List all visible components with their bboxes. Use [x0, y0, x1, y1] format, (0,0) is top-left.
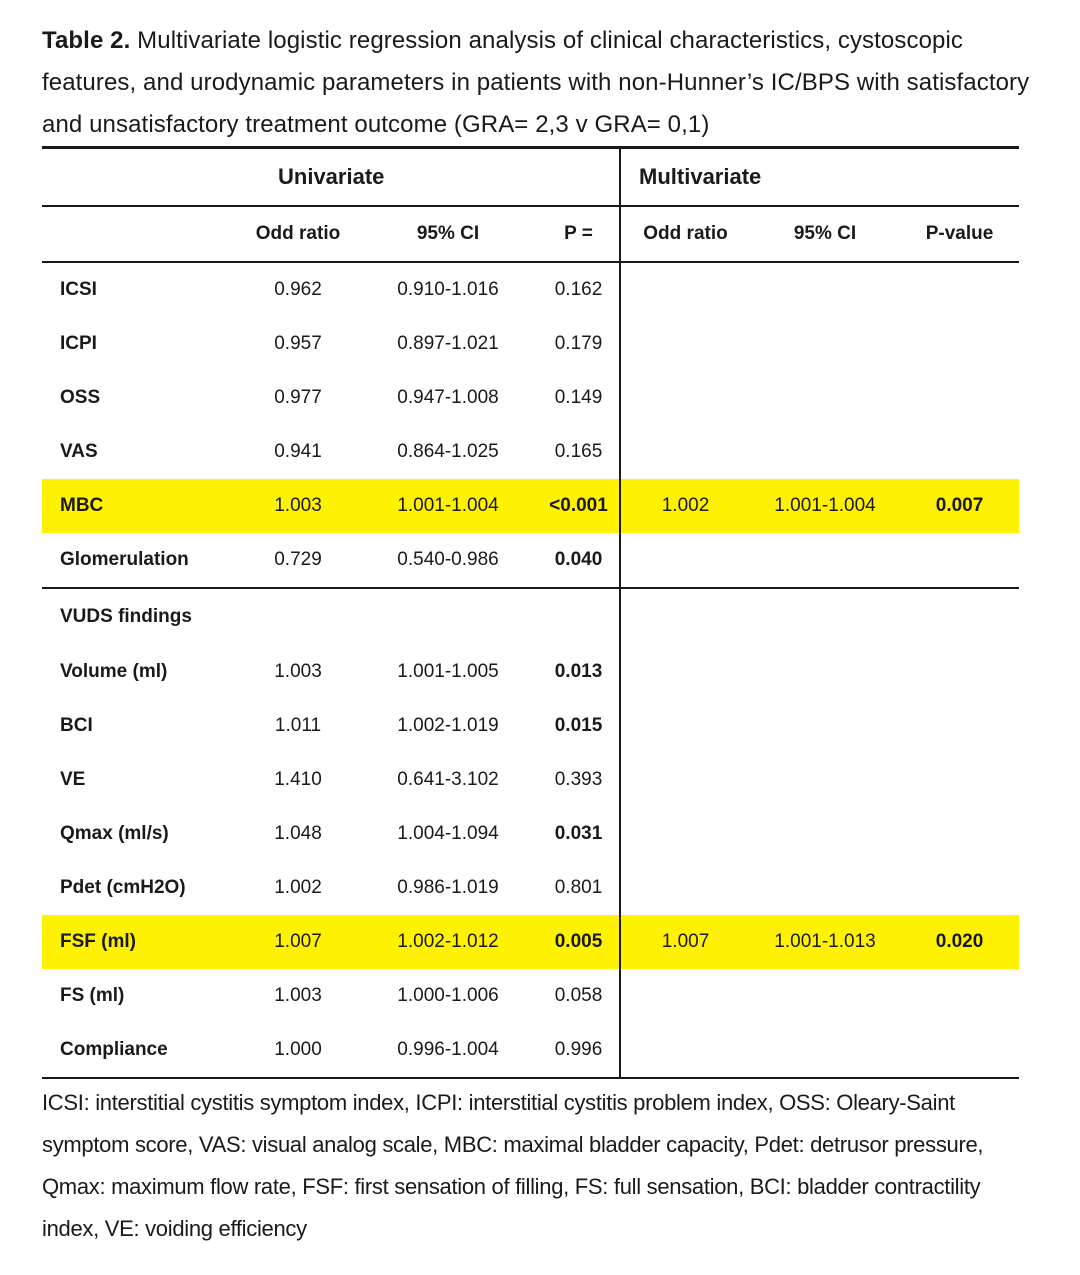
group-header-empty: [42, 148, 238, 207]
multivariate-ci: [750, 645, 900, 699]
row-label: BCI: [60, 715, 93, 736]
table-row: [42, 425, 1019, 479]
univariate-p: 0.179: [554, 333, 603, 354]
multivariate-odd-ratio: [620, 262, 750, 317]
multivariate-p: [900, 969, 1019, 1023]
multivariate-p: [900, 317, 1019, 371]
column-header-univariate-ci: 95% CI: [358, 206, 538, 262]
univariate-p: 0.015: [554, 715, 603, 736]
caption-label: Table 2.: [42, 27, 131, 54]
regression-table-container: [42, 146, 1019, 1079]
table-row-highlighted: [42, 479, 1019, 533]
univariate-odd-ratio: 1.003: [274, 985, 322, 1006]
table-row: [42, 699, 1019, 753]
column-header-empty: [42, 206, 238, 262]
univariate-odd-ratio: 0.962: [274, 279, 322, 300]
univariate-odd-ratio: 0.957: [274, 333, 322, 354]
table-row: [42, 645, 1019, 699]
multivariate-odd-ratio: [620, 699, 750, 753]
multivariate-ci: [750, 533, 900, 588]
univariate-p: 0.162: [554, 279, 603, 300]
univariate-odd-ratio: 1.002: [274, 877, 322, 898]
univariate-ci: 0.897-1.021: [397, 333, 499, 354]
row-label: Pdet (cmH2O): [60, 877, 186, 898]
section-subheader-row: [42, 588, 1019, 645]
multivariate-p: [900, 533, 1019, 588]
multivariate-ci: [750, 425, 900, 479]
table-row: [42, 317, 1019, 371]
multivariate-p: 0.020: [900, 915, 1019, 969]
univariate-p: 0.996: [538, 1023, 620, 1078]
multivariate-odd-ratio: 1.007: [620, 915, 750, 969]
univariate-odd-ratio: 0.729: [238, 533, 358, 588]
table-row: [42, 807, 1019, 861]
multivariate-odd-ratio: [620, 753, 750, 807]
regression-table: [42, 146, 1019, 1079]
column-header-multivariate-p: P-value: [900, 206, 1019, 262]
multivariate-ci: [750, 807, 900, 861]
column-header-row: [42, 206, 1019, 262]
univariate-ci: 1.002-1.012: [358, 915, 538, 969]
multivariate-p: [900, 371, 1019, 425]
multivariate-ci: 1.001-1.004: [750, 479, 900, 533]
univariate-odd-ratio: 1.007: [238, 915, 358, 969]
univariate-p: 0.058: [554, 985, 603, 1006]
univariate-ci: 1.002-1.019: [397, 715, 499, 736]
table-row: [42, 861, 1019, 915]
caption-text: Multivariate logistic regression analysis of clinical characteristics, cystoscopic features, and urodynamic parameters in patients with non-Hunner’s IC/BPS with satisfactory and unsatisfactory treatment outcome (GRA= 2,3 v GRA= 0,1): [42, 27, 1030, 138]
univariate-p: <0.001: [538, 479, 620, 533]
univariate-p: 0.165: [554, 441, 603, 462]
multivariate-p: [900, 861, 1019, 915]
multivariate-odd-ratio: [620, 371, 750, 425]
univariate-p: 0.005: [538, 915, 620, 969]
multivariate-odd-ratio: [620, 969, 750, 1023]
univariate-odd-ratio: 0.941: [274, 441, 322, 462]
row-label: Qmax (ml/s): [60, 823, 169, 844]
univariate-odd-ratio: 1.011: [274, 715, 322, 736]
univariate-odd-ratio: [238, 588, 358, 645]
row-label: FSF (ml): [42, 915, 238, 969]
multivariate-p: [900, 1023, 1019, 1078]
multivariate-ci: [750, 753, 900, 807]
multivariate-ci: [750, 969, 900, 1023]
table-row-highlighted: [42, 915, 1019, 969]
column-header-multivariate-ci: 95% CI: [750, 206, 900, 262]
multivariate-odd-ratio: [620, 317, 750, 371]
table-footnote: ICSI: interstitial cystitis symptom index, ICPI: interstitial cystitis problem index, OSS: Oleary-Saint symptom score, VAS: visual analog scale, MBC: maximal bladder capacity, Pdet: detrusor pressure, Qmax: maximum flow rate, FSF: first sensation of filling, FS: full sensation, BCI: bladder contractility index, VE: voiding efficiency: [42, 1090, 984, 1241]
univariate-ci: 0.641-3.102: [397, 769, 499, 790]
multivariate-odd-ratio: [620, 807, 750, 861]
univariate-header: Univariate: [238, 148, 620, 207]
multivariate-odd-ratio: [620, 533, 750, 588]
univariate-odd-ratio: 1.003: [238, 479, 358, 533]
univariate-p: [538, 588, 620, 645]
univariate-ci: 1.001-1.005: [397, 661, 499, 682]
univariate-ci: 1.000-1.006: [397, 985, 499, 1006]
table-row: [42, 1023, 1019, 1078]
univariate-odd-ratio: 1.048: [274, 823, 322, 844]
multivariate-p: [900, 262, 1019, 317]
row-label: FS (ml): [60, 985, 125, 1006]
univariate-odd-ratio: 1.003: [274, 661, 322, 682]
univariate-p: 0.801: [554, 877, 603, 898]
multivariate-odd-ratio: [620, 861, 750, 915]
row-label: ICPI: [60, 333, 97, 354]
multivariate-odd-ratio: [620, 588, 750, 645]
multivariate-ci: [750, 371, 900, 425]
row-label: OSS: [60, 387, 101, 408]
row-label: MBC: [42, 479, 238, 533]
multivariate-odd-ratio: [620, 645, 750, 699]
row-label: Volume (ml): [60, 661, 168, 682]
univariate-ci: 0.864-1.025: [397, 441, 499, 462]
row-label: Compliance: [42, 1023, 238, 1078]
table-row: [42, 262, 1019, 317]
univariate-ci: 0.540-0.986: [358, 533, 538, 588]
univariate-ci: [358, 588, 538, 645]
univariate-p: 0.013: [554, 661, 603, 682]
column-header-univariate-odd-ratio: Odd ratio: [238, 206, 358, 262]
table-row: [42, 371, 1019, 425]
multivariate-header: Multivariate: [620, 148, 1019, 207]
multivariate-p: [900, 645, 1019, 699]
univariate-odd-ratio: 1.410: [274, 769, 322, 790]
multivariate-odd-ratio: [620, 425, 750, 479]
multivariate-ci: [750, 262, 900, 317]
row-label: Glomerulation: [42, 533, 238, 588]
column-header-univariate-p: P =: [538, 206, 620, 262]
univariate-ci: 0.996-1.004: [358, 1023, 538, 1078]
row-label: ICSI: [60, 279, 97, 300]
multivariate-odd-ratio: [620, 1023, 750, 1078]
univariate-ci: 0.986-1.019: [397, 877, 499, 898]
multivariate-p: [900, 753, 1019, 807]
univariate-p: 0.031: [554, 823, 603, 844]
multivariate-ci: [750, 861, 900, 915]
multivariate-p: [900, 588, 1019, 645]
group-header-row: [42, 148, 1019, 207]
univariate-ci: 0.910-1.016: [397, 279, 499, 300]
table-row: [42, 969, 1019, 1023]
univariate-odd-ratio: 1.000: [238, 1023, 358, 1078]
multivariate-p: [900, 425, 1019, 479]
multivariate-p: [900, 699, 1019, 753]
row-label: VE: [60, 769, 86, 790]
multivariate-p: 0.007: [900, 479, 1019, 533]
multivariate-ci: [750, 317, 900, 371]
table-row: [42, 753, 1019, 807]
table-row: [42, 533, 1019, 588]
multivariate-ci: [750, 1023, 900, 1078]
multivariate-ci: 1.001-1.013: [750, 915, 900, 969]
multivariate-odd-ratio: 1.002: [620, 479, 750, 533]
univariate-ci: 1.004-1.094: [397, 823, 499, 844]
univariate-odd-ratio: 0.977: [274, 387, 322, 408]
table-caption: [42, 20, 1032, 146]
table-body: [42, 262, 1019, 1078]
row-label: VAS: [60, 441, 98, 462]
univariate-ci: 0.947-1.008: [397, 387, 499, 408]
univariate-p: 0.393: [554, 769, 603, 790]
multivariate-ci: [750, 699, 900, 753]
univariate-p: 0.149: [554, 387, 603, 408]
section-subheader: VUDS findings: [60, 606, 192, 627]
multivariate-p: [900, 807, 1019, 861]
univariate-ci: 1.001-1.004: [358, 479, 538, 533]
column-header-multivariate-odd-ratio: Odd ratio: [620, 206, 750, 262]
multivariate-ci: [750, 588, 900, 645]
univariate-p: 0.040: [538, 533, 620, 588]
